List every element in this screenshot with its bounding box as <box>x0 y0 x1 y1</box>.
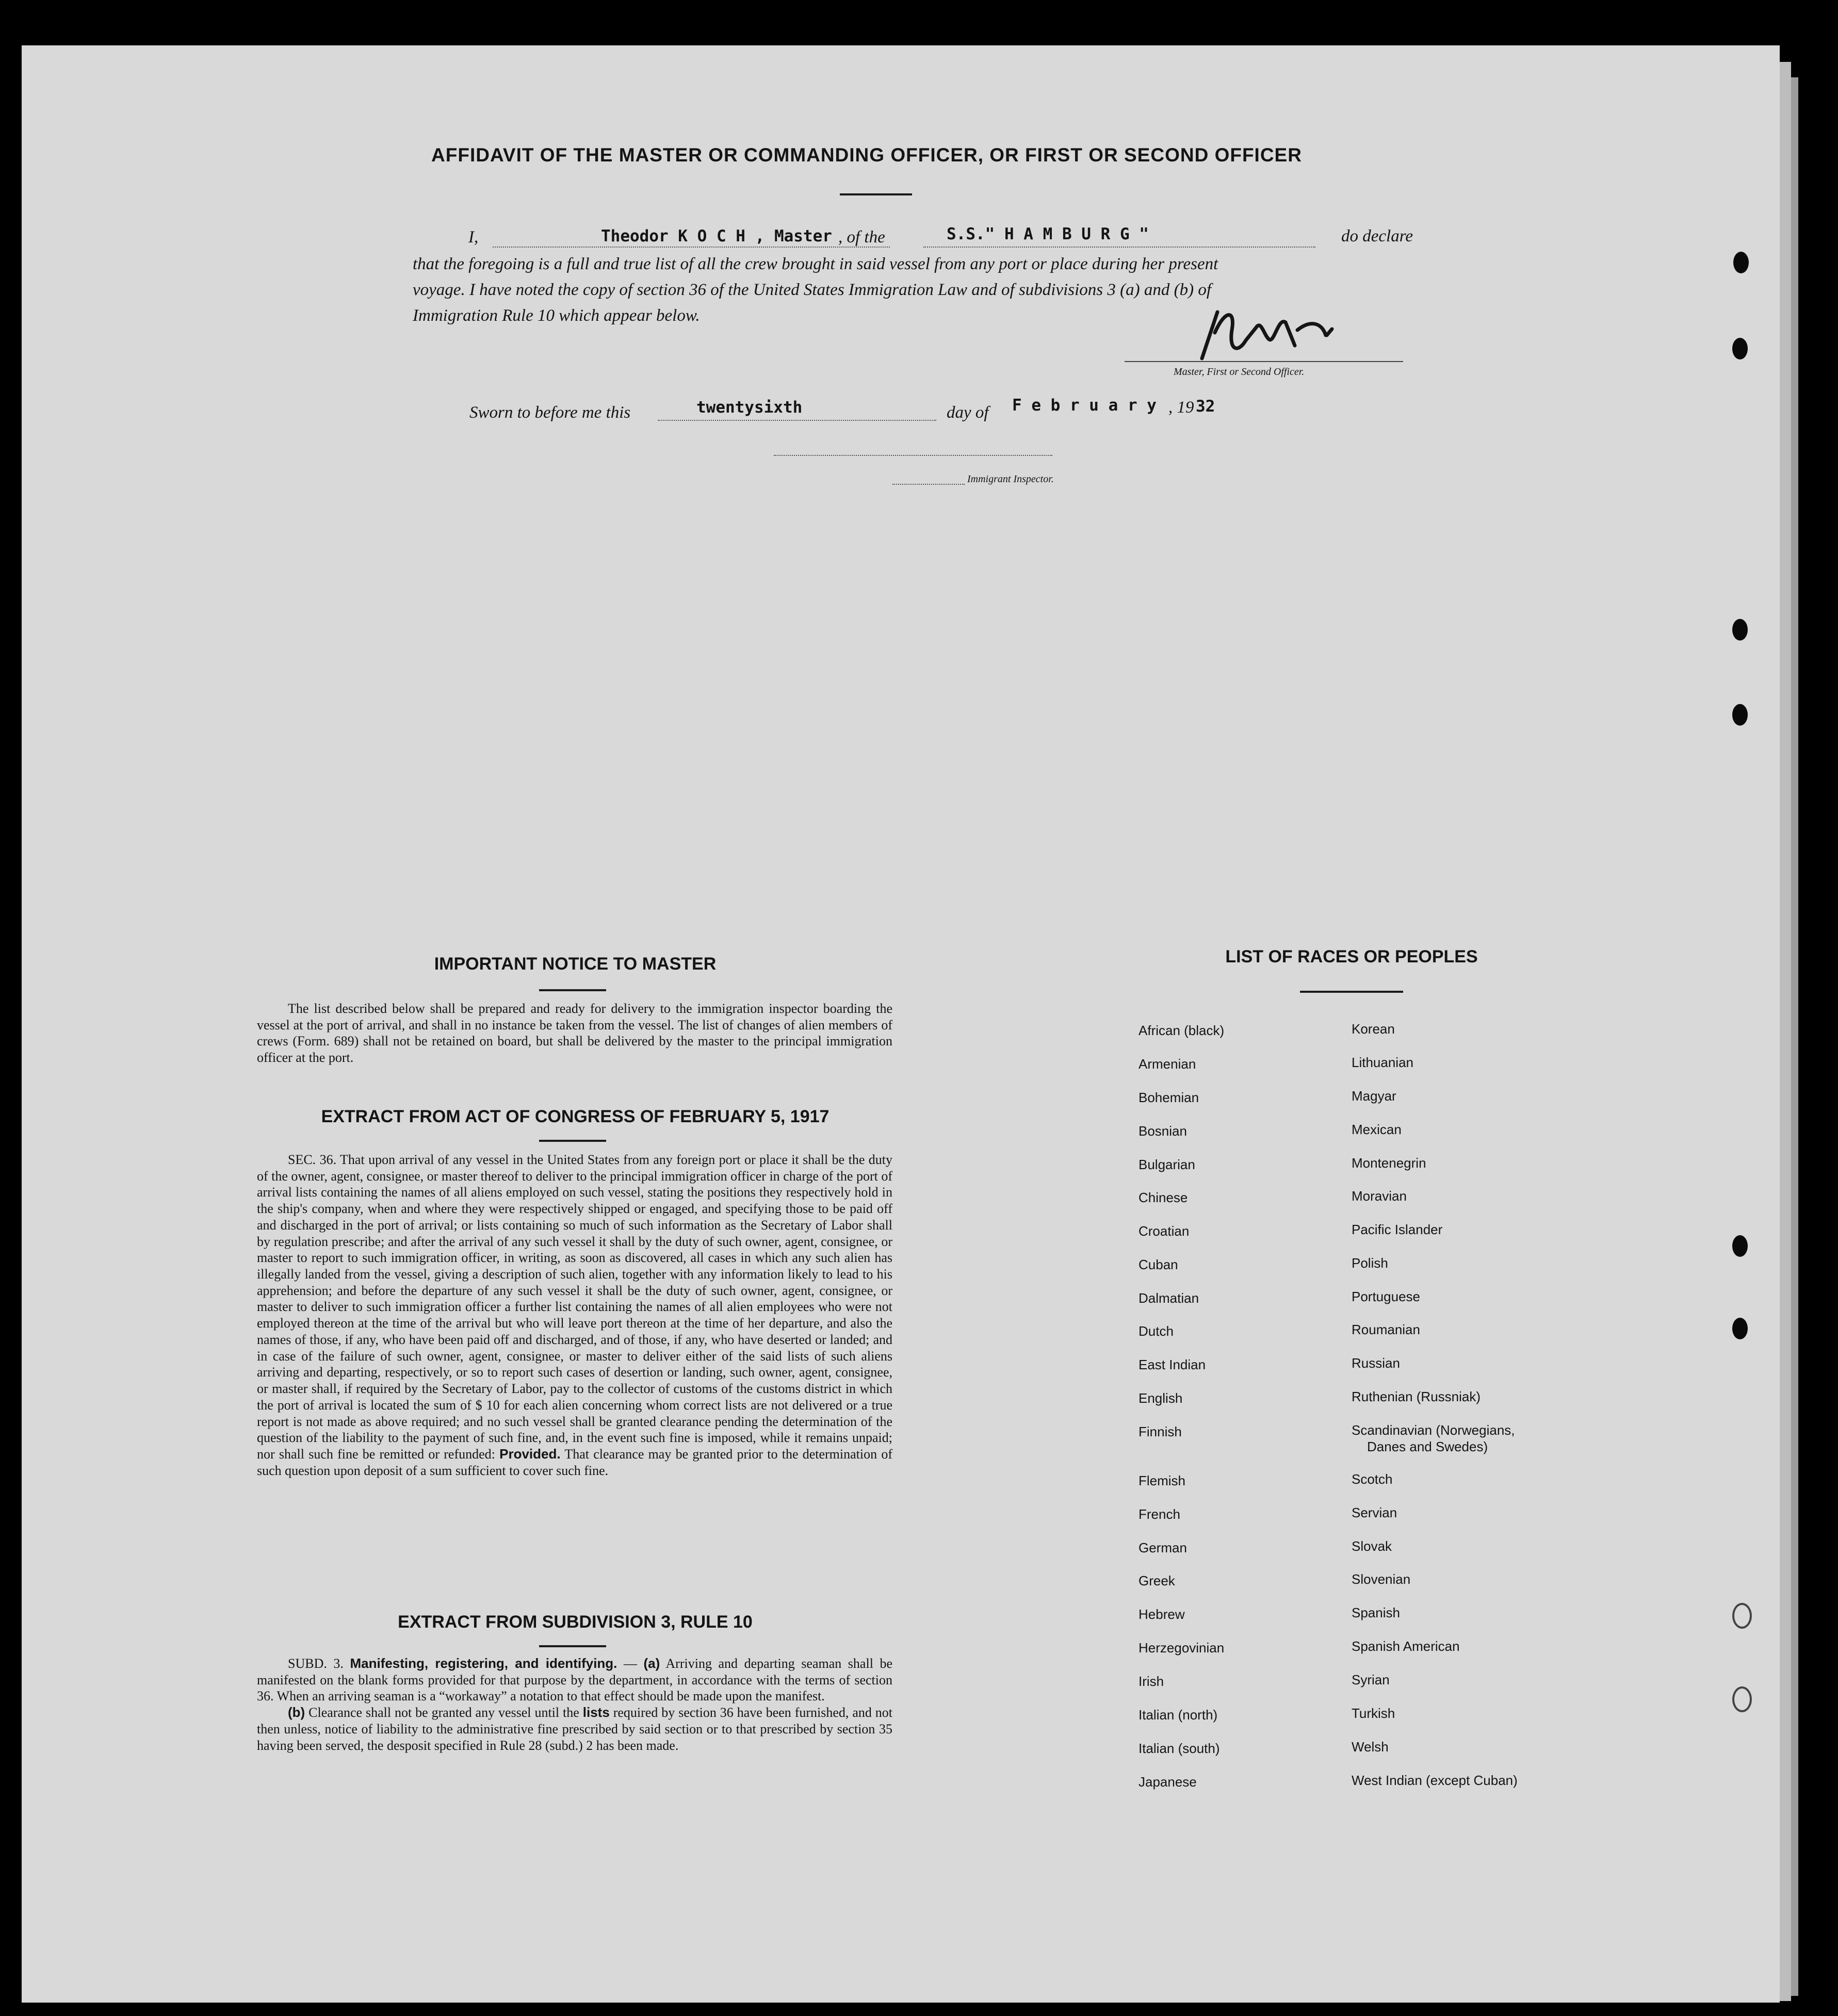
race-left: Armenian <box>1138 1056 1196 1072</box>
master-signature <box>1186 299 1372 366</box>
race-left: Italian (north) <box>1138 1707 1218 1723</box>
race-right: Korean <box>1352 1021 1395 1037</box>
title-rule <box>840 193 912 195</box>
race-right: Russian <box>1352 1355 1400 1371</box>
race-left: African (black) <box>1138 1023 1225 1038</box>
act-title: EXTRACT FROM ACT OF CONGRESS OF FEBRUARY 5, 1917 <box>321 1107 829 1126</box>
rule-a-text: Arriving and departing seaman shall be manifested on the blank forms provided for that purpose by the department, in accordance with the terms of section 36. When an arriving seaman is a “workaway” a notation to that effect should be made upon the manifest. <box>257 1656 893 1704</box>
race-left: East Indian <box>1138 1357 1206 1372</box>
act-text <box>257 1152 892 1479</box>
binder-hole <box>1732 1235 1748 1257</box>
race-left: Finnish <box>1138 1424 1182 1439</box>
notice-title: IMPORTANT NOTICE TO MASTER <box>434 954 717 974</box>
name-line <box>493 247 890 248</box>
race-right: Slovak <box>1352 1538 1392 1554</box>
page-edge <box>1791 77 1798 1996</box>
race-right: Spanish <box>1352 1605 1400 1620</box>
sworn-year: 32 <box>1196 397 1215 416</box>
race-right: Pacific Islander <box>1352 1222 1443 1237</box>
rule-a-heading: Manifesting, registering, and identifying. <box>350 1656 617 1671</box>
binder-hole <box>1733 252 1749 273</box>
race-left: Irish <box>1138 1674 1164 1689</box>
race-left: Dutch <box>1138 1323 1174 1339</box>
sworn-label: Sworn to before me this <box>469 403 631 422</box>
rule-a-mark: (a) <box>643 1656 660 1671</box>
inspector-signature-line <box>774 455 1052 456</box>
act-provided: Provided. <box>499 1446 561 1462</box>
race-right: Polish <box>1352 1255 1388 1271</box>
race-right: Moravian <box>1352 1188 1407 1204</box>
race-left: German <box>1138 1540 1187 1555</box>
race-left: Bulgarian <box>1138 1157 1195 1172</box>
affidavit-line-3: voyage. I have noted the copy of section 36 of the United States Immigration Law and of subdivisions 3 (a) and (b) of <box>413 281 1212 299</box>
race-right: Welsh <box>1352 1739 1389 1755</box>
notice-text <box>257 1001 892 1066</box>
race-right: Montenegrin <box>1352 1155 1426 1171</box>
act-paragraph <box>257 1152 892 1479</box>
affidavit-do-declare: do declare <box>1341 227 1413 245</box>
race-left: Japanese <box>1138 1774 1197 1790</box>
binder-hole <box>1732 619 1748 641</box>
act-text-main: SEC. 36. That upon arrival of any vessel in the United States from any foreign port or place it shall be the duty of the owner, agent, consignee, or master thereof to deliver to the principal immigration officer in charge of the port of arrival lists containing the names of all aliens employed on such vessel, stating the positions they respectively hold in the ship's company, when and where they were respectively shipped or engaged, and specifying those to be paid off and discharged in the port of arrival; or lists containing so much of such information as the Secretary of Labor shall by regulation prescribe; and after the arrival of any such vessel it shall by the duty of such owner, agent, consignee, or master to report to such immigration officer, in writing, as soon as discovered, all cases in which any such alien has illegally landed from the vessel, giving a description of such alien, together with any information likely to lead to his apprehension; and before the departure of any such vessel it shall be the duty of such owner, agent, consignee, or master to deliver to such immigration officer a further list containing the names of all alien employees who were not employed thereon at the time of the arrival but who will leave port thereon at the time of her departure, and also the names of those, if any, who have been paid off and discharged, and of those, if any, who have deserted or landed; and in case of the failure of such owner, agent, consignee, or master to deliver either of the said lists of such aliens arriving and departing, respectively, or so to report such cases of desertion or landing, such owner, agent, consignee, or master shall, if required by the Secretary of Labor, pay to the collector of customs of the customs district in which the port of arrival is located the sum of $ 10 for each alien concerning whom correct lists are not delivered or a true report is not made as above required; and no such vessel shall be granted clearance pending the determination of the question of the liability to the payment of such fine, and, in the event such fine is imposed, while it remains unpaid; nor shall such fine be remitted or refunded: <box>257 1152 892 1462</box>
affidavit-line-2: that the foregoing is a full and true list of all the crew brought in said vessel from any port or place during her present <box>413 255 1218 273</box>
affidavit-i: I, <box>468 228 479 247</box>
race-left: Greek <box>1138 1573 1175 1588</box>
race-right: Turkish <box>1352 1706 1395 1721</box>
race-left: Cuban <box>1138 1257 1178 1272</box>
race-right: Servian <box>1352 1505 1397 1520</box>
rule-b-lists: lists <box>582 1704 610 1720</box>
act-text-end: That clearance may be granted prior to the determination of such question upon deposit of a sum sufficient to cover such fine. <box>257 1446 893 1478</box>
rule-b-text-2: required by section 36 have been furnished, and not then unless, notice of liability to the administrative fine prescribed by said section or to that prescribed by section 35 having been served, the desposit specified in Rule 28 (subd.) 2 has been made. <box>257 1705 893 1753</box>
rule-b-text-1: Clearance shall not be granted any vessel until the <box>308 1705 579 1720</box>
race-left: Italian (south) <box>1138 1741 1220 1756</box>
affidavit-title: AFFIDAVIT OF THE MASTER OR COMMANDING OFFICER, OR FIRST OR SECOND OFFICER <box>431 144 1302 166</box>
race-right: Scandinavian (Norwegians, <box>1352 1422 1515 1438</box>
rule-b-mark: (b) <box>288 1704 305 1720</box>
race-right: Spanish American <box>1352 1638 1460 1654</box>
affidavit-line-4: Immigration Rule 10 which appear below. <box>413 306 700 325</box>
rule-a-dash: — <box>623 1656 637 1671</box>
inspector-line <box>892 484 965 485</box>
rule-text <box>257 1656 892 1753</box>
race-right: Ruthenian (Russniak) <box>1352 1389 1481 1404</box>
race-left: Croatian <box>1138 1223 1190 1239</box>
races-title: LIST OF RACES OR PEOPLES <box>1225 947 1478 966</box>
races-rule <box>1300 991 1403 993</box>
race-right: Slovenian <box>1352 1571 1411 1587</box>
rule-title: EXTRACT FROM SUBDIVISION 3, RULE 10 <box>398 1612 753 1632</box>
rule-paragraph-b <box>257 1704 892 1753</box>
master-name: Theodor K O C H , Master <box>601 227 832 245</box>
binder-hole <box>1732 338 1748 359</box>
inspector-label: Immigrant Inspector. <box>967 473 1054 485</box>
race-right: Syrian <box>1352 1672 1390 1687</box>
race-right: West Indian (except Cuban) <box>1352 1773 1518 1788</box>
affidavit-of-the: , of the <box>838 228 885 247</box>
race-left: Herzegovinian <box>1138 1640 1225 1656</box>
race-left: Flemish <box>1138 1473 1186 1488</box>
race-left: Hebrew <box>1138 1607 1185 1622</box>
page-edge <box>1780 62 1791 2001</box>
race-left: Bosnian <box>1138 1123 1187 1139</box>
race-left: Dalmatian <box>1138 1290 1199 1306</box>
race-left: French <box>1138 1506 1180 1522</box>
signature-caption: Master, First or Second Officer. <box>1174 366 1305 378</box>
race-right: Danes and Swedes) <box>1367 1439 1488 1454</box>
notice-paragraph: The list described below shall be prepared and ready for delivery to the immigration inspector boarding the vessel at the port of arrival, and shall in no instance be taken from the vessel. The list of changes of alien members of crews (Form. 689) shall not be retained on board, but shall be delivered by the master to the principal immigration officer at the port. <box>257 1001 892 1066</box>
race-left: Bohemian <box>1138 1090 1199 1105</box>
act-rule <box>539 1140 606 1142</box>
race-right: Scotch <box>1352 1471 1393 1487</box>
rule-paragraph-a <box>257 1656 892 1704</box>
binder-hole <box>1732 1318 1748 1339</box>
vessel-line <box>923 247 1315 248</box>
rule-rule <box>539 1645 606 1647</box>
sworn-day-line <box>658 420 936 421</box>
race-left: English <box>1138 1390 1183 1406</box>
sworn-month: F e b r u a r y <box>1012 396 1157 415</box>
binder-hole <box>1732 1603 1752 1629</box>
signature-line <box>1125 361 1403 362</box>
race-right: Magyar <box>1352 1088 1396 1104</box>
notice-rule <box>539 989 606 991</box>
race-right: Roumanian <box>1352 1322 1420 1337</box>
rule-a-lead: SUBD. 3. <box>288 1656 344 1671</box>
race-right: Lithuanian <box>1352 1055 1413 1070</box>
binder-hole <box>1732 1686 1752 1712</box>
sworn-day: twentysixth <box>696 398 803 417</box>
year-prefix: , 19 <box>1168 398 1194 417</box>
binder-hole <box>1732 704 1748 726</box>
day-of-label: day of <box>947 403 989 422</box>
vessel-name: S.S." H A M B U R G " <box>947 225 1149 243</box>
race-right: Portuguese <box>1352 1289 1420 1304</box>
race-right: Mexican <box>1352 1122 1402 1137</box>
race-left: Chinese <box>1138 1190 1188 1205</box>
